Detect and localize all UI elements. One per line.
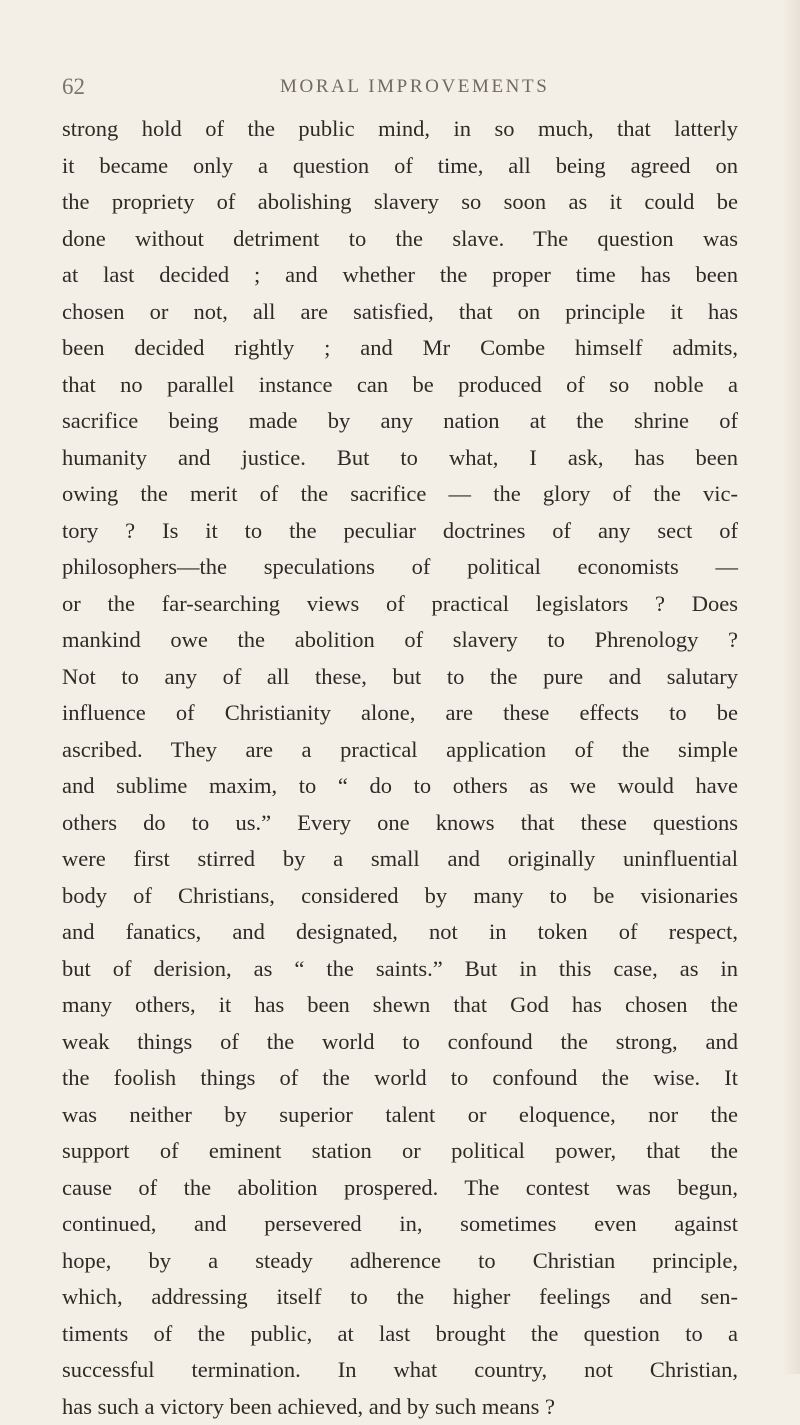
page-number: 62 — [62, 74, 85, 100]
text-line: support of eminent station or political power, that the — [62, 1133, 738, 1170]
text-line: were first stirred by a small and originally uninfluential — [62, 841, 738, 878]
body-text — [62, 111, 738, 1425]
page-header — [62, 74, 738, 106]
text-line: continued, and persevered in, sometimes even against — [62, 1206, 738, 1243]
text-line: strong hold of the public mind, in so much, that latterly — [62, 111, 738, 148]
text-line: influence of Christianity alone, are these effects to be — [62, 695, 738, 732]
text-line: and fanatics, and designated, not in token of respect, — [62, 914, 738, 951]
text-line: others do to us.” Every one knows that these questions — [62, 805, 738, 842]
text-line: but of derision, as “ the saints.” But in this case, as in — [62, 951, 738, 988]
text-line: owing the merit of the sacrifice — the glory of the vic- — [62, 476, 738, 513]
text-line: tory ? Is it to the peculiar doctrines of any sect of — [62, 513, 738, 550]
text-line: been decided rightly ; and Mr Combe himself admits, — [62, 330, 738, 367]
text-line: body of Christians, considered by many to be visionaries — [62, 878, 738, 915]
text-line: successful termination. In what country, not Christian, — [62, 1352, 738, 1389]
page-edge-shadow — [782, 0, 800, 1374]
text-line: was neither by superior talent or eloquence, nor the — [62, 1097, 738, 1134]
text-line: sacrifice being made by any nation at the shrine of — [62, 403, 738, 440]
text-line: cause of the abolition prospered. The contest was begun, — [62, 1170, 738, 1207]
text-line: weak things of the world to confound the strong, and — [62, 1024, 738, 1061]
text-line: philosophers—the speculations of political economists — — [62, 549, 738, 586]
text-line: hope, by a steady adherence to Christian principle, — [62, 1243, 738, 1280]
text-line: done without detriment to the slave. The question was — [62, 221, 738, 258]
text-line: or the far-searching views of practical legislators ? Does — [62, 586, 738, 623]
text-line: has such a victory been achieved, and by such means ? — [62, 1389, 738, 1425]
text-line: many others, it has been shewn that God has chosen the — [62, 987, 738, 1024]
text-line: mankind owe the abolition of slavery to Phrenology ? — [62, 622, 738, 659]
text-line: at last decided ; and whether the proper time has been — [62, 257, 738, 294]
text-line: it became only a question of time, all being agreed on — [62, 148, 738, 185]
text-line: that no parallel instance can be produced of so noble a — [62, 367, 738, 404]
text-line: humanity and justice. But to what, I ask, has been — [62, 440, 738, 477]
text-line: and sublime maxim, to “ do to others as we would have — [62, 768, 738, 805]
text-line: timents of the public, at last brought the question to a — [62, 1316, 738, 1353]
text-line: which, addressing itself to the higher feelings and sen- — [62, 1279, 738, 1316]
text-line: ascribed. They are a practical application of the simple — [62, 732, 738, 769]
text-line: Not to any of all these, but to the pure and salutary — [62, 659, 738, 696]
text-line: the propriety of abolishing slavery so soon as it could be — [62, 184, 738, 221]
text-line: the foolish things of the world to confound the wise. It — [62, 1060, 738, 1097]
text-line: chosen or not, all are satisfied, that on principle it has — [62, 294, 738, 331]
running-head: MORAL IMPROVEMENTS — [280, 76, 549, 98]
